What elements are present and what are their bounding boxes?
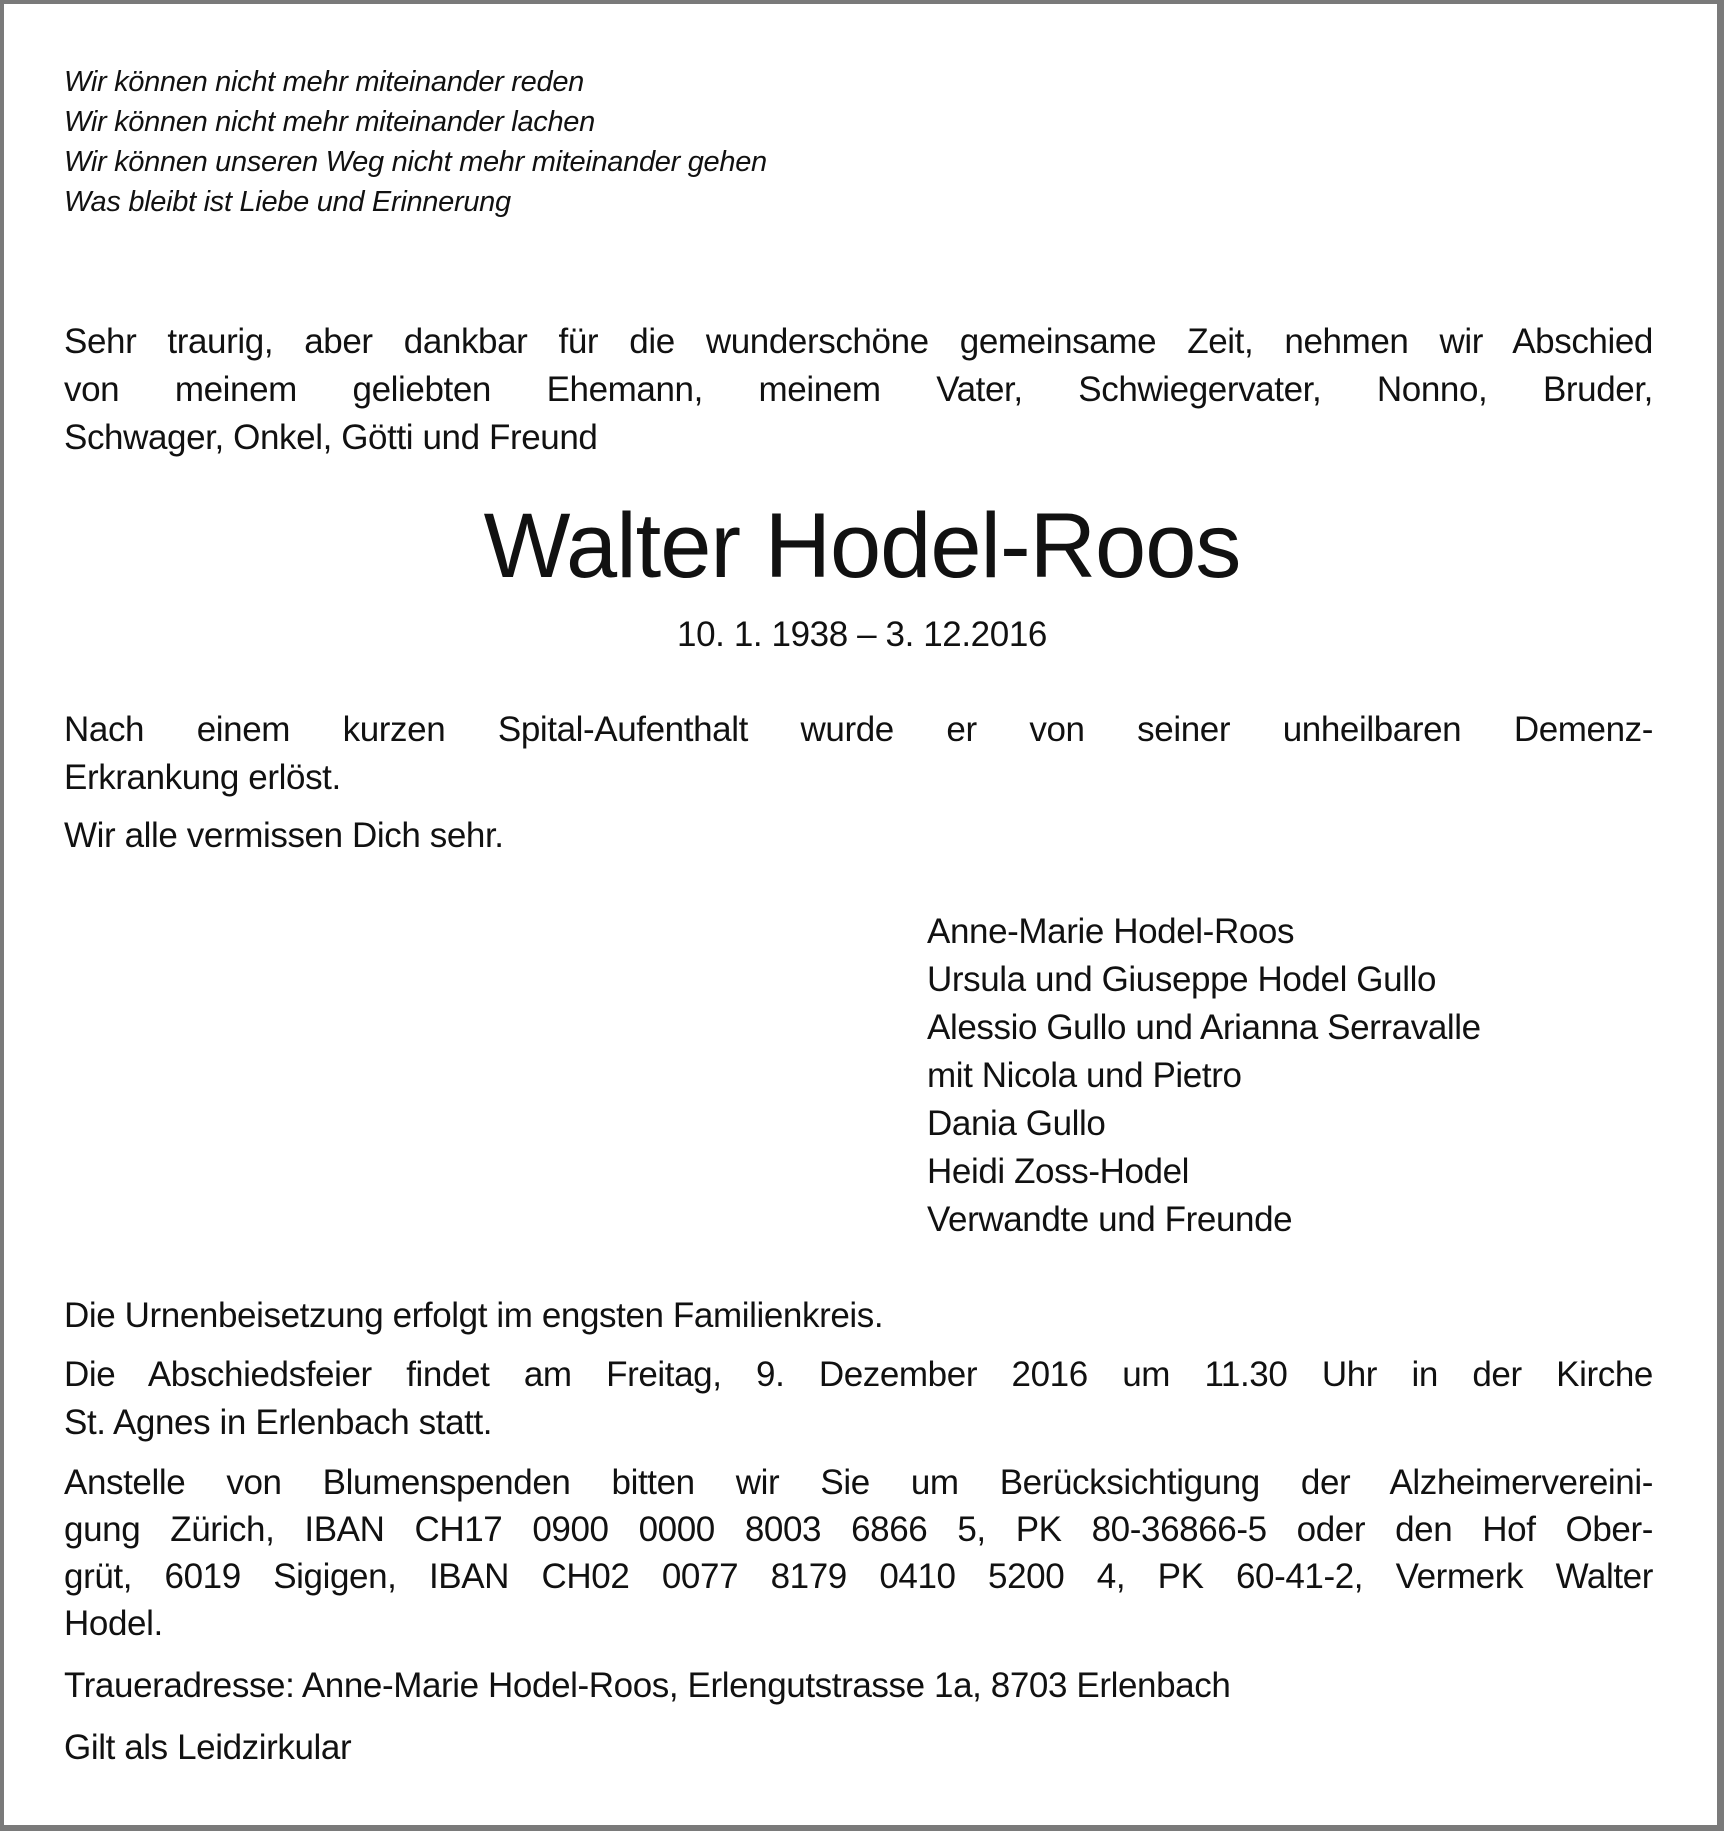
ceremony-line: St. Agnes in Erlenbach statt. bbox=[64, 1403, 493, 1442]
mourner: Alessio Gullo und Arianna Serravalle bbox=[927, 1008, 1481, 1047]
poem-line: Wir können nicht mehr miteinander lachen bbox=[64, 106, 595, 138]
poem-line: Was bleibt ist Liebe und Erinnerung bbox=[64, 186, 511, 218]
ceremony-line: Die Abschiedsfeier findet am Freitag, 9. Dezember 2016 um 11.30 Uhr in der Kirche bbox=[64, 1355, 1653, 1394]
illness-paragraph bbox=[64, 706, 1653, 802]
illness-line: Nach einem kurzen Spital-Aufenthalt wurde er von seiner unheilbaren Demenz- bbox=[64, 710, 1653, 749]
intro-paragraph bbox=[64, 318, 1653, 462]
burial-text: Die Urnenbeisetzung erfolgt im engsten Familienkreis. bbox=[64, 1296, 884, 1335]
donations-line: Anstelle von Blumenspenden bitten wir Sie um Berücksichtigung der Alzheimervereini- bbox=[64, 1463, 1653, 1502]
life-dates: 10. 1. 1938 – 3. 12.2016 bbox=[677, 615, 1047, 654]
circular-note: Gilt als Leidzirkular bbox=[64, 1728, 352, 1767]
mourner: Verwandte und Freunde bbox=[927, 1200, 1293, 1239]
poem bbox=[64, 62, 767, 222]
donations-paragraph bbox=[64, 1459, 1653, 1647]
mourner: Dania Gullo bbox=[927, 1104, 1106, 1143]
mourners-list bbox=[927, 908, 1481, 1244]
illness-line: Erkrankung erlöst. bbox=[64, 758, 341, 797]
mourner: mit Nicola und Pietro bbox=[927, 1056, 1242, 1095]
mourner: Heidi Zoss-Hodel bbox=[927, 1152, 1190, 1191]
miss-text: Wir alle vermissen Dich sehr. bbox=[64, 816, 504, 855]
donations-line: grüt, 6019 Sigigen, IBAN CH02 0077 8179 0410 5200 4, PK 60-41-2, Vermerk Walter bbox=[64, 1557, 1653, 1596]
mourning-address: Traueradresse: Anne-Marie Hodel-Roos, Erlengutstrasse 1a, 8703 Erlenbach bbox=[64, 1666, 1231, 1705]
mourner: Ursula und Giuseppe Hodel Gullo bbox=[927, 960, 1437, 999]
poem-line: Wir können nicht mehr miteinander reden bbox=[64, 66, 584, 98]
intro-line: von meinem geliebten Ehemann, meinem Vater, Schwiegervater, Nonno, Bruder, bbox=[64, 370, 1653, 409]
deceased-name: Walter Hodel-Roos bbox=[483, 495, 1241, 597]
intro-line: Schwager, Onkel, Götti und Freund bbox=[64, 418, 598, 457]
donations-line: Hodel. bbox=[64, 1604, 163, 1643]
intro-line: Sehr traurig, aber dankbar für die wunderschöne gemeinsame Zeit, nehmen wir Abschied bbox=[64, 322, 1653, 361]
donations-line: gung Zürich, IBAN CH17 0900 0000 8003 6866 5, PK 80-36866-5 oder den Hof Ober- bbox=[64, 1510, 1653, 1549]
ceremony-paragraph bbox=[64, 1351, 1653, 1447]
poem-line: Wir können unseren Weg nicht mehr miteinander gehen bbox=[64, 146, 767, 178]
mourner: Anne-Marie Hodel-Roos bbox=[927, 912, 1295, 951]
